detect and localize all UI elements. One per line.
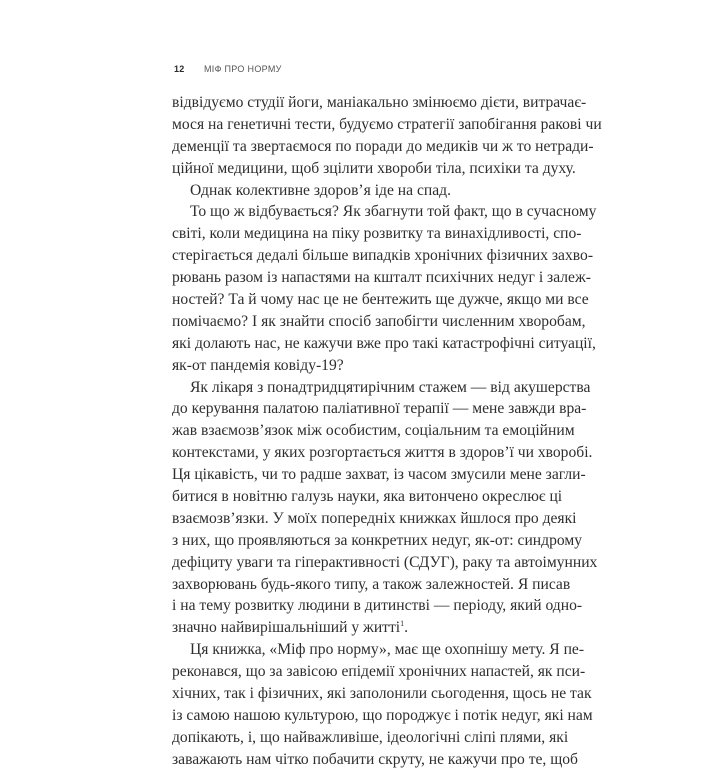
- text-line-with-footnote: [172, 617, 554, 639]
- text-line: світі, коли медицина на піку розвитку та винахідливості, спо-: [172, 225, 582, 243]
- text-line: деменції та звертаємося по поради до медиків чи ж то нетради-: [172, 137, 594, 155]
- text-line: дефіциту уваги та гіперактивності (СДУГ), раку та автоімунних: [172, 553, 598, 571]
- text-line: контекстами, у яких розгортається життя в здоров’ї чи хворобі.: [172, 444, 593, 462]
- footnote-reference[interactable]: 1: [400, 619, 405, 629]
- text-line: допікають, і, що найважливіше, ідеологічні сліпі плями, які: [172, 728, 569, 746]
- text-line: стерігається дедалі більше випадків хронічних фізичних захво-: [172, 247, 594, 265]
- text-line: ностей? Та й чому нас це не бентежить ще дужче, якщо ми все: [172, 291, 589, 309]
- text-line: які долають нас, не кажучи вже про такі катастрофічні ситуації,: [172, 334, 596, 352]
- body-text: [172, 92, 602, 771]
- text-line: взаємозв’язки. У моїх попередніх книжках йшлося про деякі: [172, 509, 577, 527]
- text-line: Як лікаря з понадтридцятирічним стажем — від акушерства: [190, 378, 591, 396]
- text-line: реконався, що за завісою епідемії хронічних напастей, як пси-: [172, 663, 586, 681]
- text-line: рювань разом із напастями на кшталт психічних недуг і залеж-: [172, 269, 591, 287]
- page-number: 12: [174, 64, 185, 74]
- text-line: заважають нам чітко побачити скруту, не кажучи про те, щоб: [172, 750, 578, 768]
- text-line: відвідуємо студії йоги, маніакально змінюємо дієти, витрачає-: [172, 94, 587, 111]
- text-line: хічних, так і фізичних, які заполонили сьогодення, щось не так: [172, 685, 592, 703]
- text-line: і на тему розвитку людини в дитинстві — періоду, який одно-: [172, 597, 583, 615]
- text-line-content: значно найвирішальніший у житті: [172, 619, 401, 637]
- sentence-end: .: [404, 619, 409, 637]
- text-line: жав взаємозв’язок між особистим, соціальним та емоційним: [172, 422, 575, 440]
- text-line: Ця цікавість, чи то радше захват, із часом змусили мене загли-: [172, 466, 586, 484]
- text-line: ційної медицини, щоб зцілити хвороби тіла, психіки та духу.: [172, 159, 576, 177]
- running-title: МІФ ПРО НОРМУ: [204, 64, 282, 74]
- text-line: захворювань будь-якого типу, а також залежностей. Я писав: [172, 575, 571, 593]
- text-line: битися в новітню галузь науки, яка витончено окреслює ці: [172, 488, 563, 506]
- running-head: [174, 64, 282, 74]
- text-line: як-от пандемія ковіду-19?: [172, 356, 344, 374]
- text-line: Однак колективне здоров’я іде на спад.: [190, 181, 451, 199]
- text-line: з них, що проявляються за конкретних недуг, як-от: синдрому: [172, 531, 583, 549]
- text-line: помічаємо? І як знайти спосіб запобігти численним хворобам,: [172, 312, 586, 330]
- text-line: То що ж відбувається? Як збагнути той факт, що в сучасному: [190, 203, 597, 221]
- text-line: мося на генетичні тести, будуємо стратегії запобігання ракові чи: [172, 115, 602, 133]
- text-line: із самою нашою культурою, що породжує і потік недуг, які нам: [172, 706, 593, 724]
- text-line: Ця книжка, «Міф про норму», має ще охопнішу мету. Я пе-: [190, 641, 585, 659]
- text-line: до керування палатою паліативної терапії — мене завжди вра-: [172, 400, 587, 418]
